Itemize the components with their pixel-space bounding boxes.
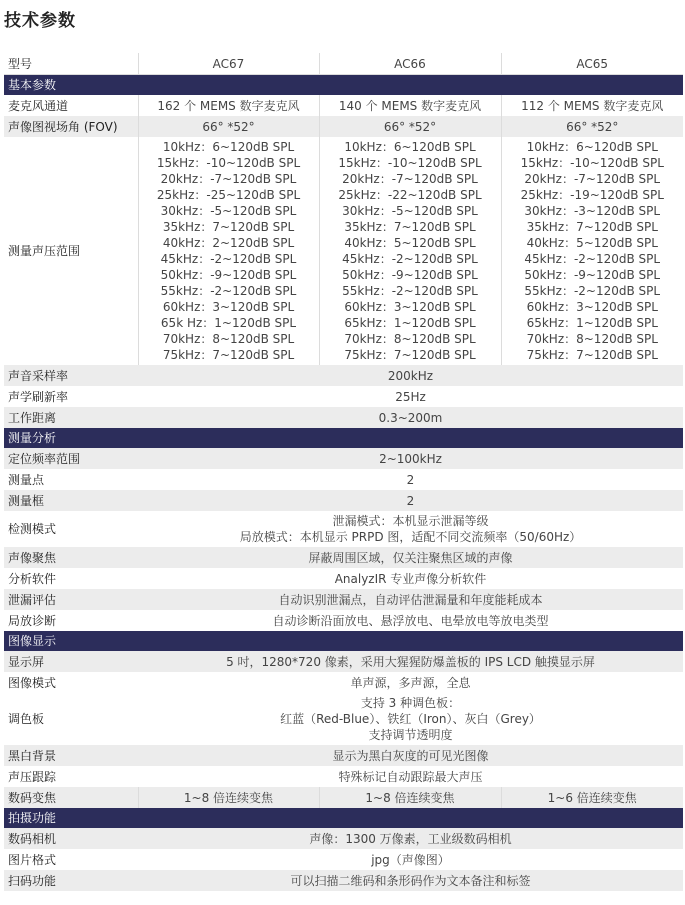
range-entry: 40kHz：5~120dB SPL [344,236,476,250]
range-entry: 10kHz：6~120dB SPL [344,140,476,154]
range-entry: 15kHz：-10~120dB SPL [520,156,664,170]
detect-mode-line-1: 泄漏模式：本机显示泄漏等级 [332,514,489,528]
cell-value: AnalyzIR 专业声像分析软件 [138,568,683,589]
row-label: 分析软件 [4,568,138,589]
range-entry: 15kHz：-10~120dB SPL [156,156,301,170]
row-detect-mode [4,511,683,547]
cell-value: 0.3~200m [138,407,683,428]
range-entry: 65kHz：1~120dB SPL [344,316,476,330]
range-entry: 55kHz：-2~120dB SPL [342,284,478,298]
cell-ac65: 112 个 MEMS 数字麦克风 [501,95,683,116]
cell-value: 特殊标记自动跟踪最大声压 [138,766,683,787]
range-entry: 60kHz：3~120dB SPL [344,300,476,314]
cell-value: jpg（声像图） [138,849,683,870]
row-screen [4,651,683,672]
row-palette [4,693,683,745]
row-label: 型号 [4,53,138,75]
row-pressure-range [4,137,683,365]
section-display [4,631,683,651]
row-sample-rate [4,365,683,386]
row-measure-boxes [4,490,683,511]
row-label: 声压跟踪 [4,766,138,787]
cell-ac65: 66° *52° [501,116,683,137]
row-camera [4,828,683,849]
section-title: 拍摄功能 [4,808,683,828]
cell-value: 自动诊断沿面放电、悬浮放电、电晕放电等放电类型 [138,610,683,631]
range-entry: 65kHz：1~120dB SPL [526,316,658,330]
row-tracking [4,766,683,787]
row-bw-background [4,745,683,766]
row-mic-channels [4,95,683,116]
row-label: 测量框 [4,490,138,511]
row-focus [4,547,683,568]
section-basic [4,75,683,96]
row-label: 泄漏评估 [4,589,138,610]
model-ac65: AC65 [501,53,683,75]
cell-value: 单声源，多声源，全息 [138,672,683,693]
palette-line-1: 支持 3 种调色板： [360,696,461,710]
cell-ac67: 66° *52° [138,116,319,137]
range-entry: 70kHz：8~120dB SPL [344,332,476,346]
range-entry: 50kHz：-9~120dB SPL [160,268,297,282]
row-label: 声像图视场角 (FOV) [4,116,138,137]
row-label: 测量声压范围 [4,137,138,365]
range-entry: 10kHz：6~120dB SPL [162,140,295,154]
model-ac66: AC66 [319,53,501,75]
row-label: 定位频率范围 [4,448,138,469]
model-header-row [4,53,683,75]
range-entry: 55kHz：-2~120dB SPL [160,284,297,298]
section-title: 测量分析 [4,428,683,448]
range-entry: 60kHz：3~120dB SPL [162,300,295,314]
row-label: 声音采样率 [4,365,138,386]
range-entry: 30kHz：-5~120dB SPL [342,204,478,218]
cell-value [138,693,683,745]
row-image-mode [4,672,683,693]
cell-ac66: 1~8 倍连续变焦 [319,787,501,808]
row-digital-zoom [4,787,683,808]
spec-table [4,53,683,891]
cell-value: 2 [138,490,683,511]
range-entry: 35kHz：7~120dB SPL [162,220,295,234]
section-measure [4,428,683,448]
row-image-format [4,849,683,870]
range-entry: 55kHz：-2~120dB SPL [524,284,661,298]
row-label: 声学刷新率 [4,386,138,407]
range-entry: 25kHz：-25~120dB SPL [156,188,301,202]
row-label: 扫码功能 [4,870,138,891]
row-software [4,568,683,589]
row-refresh-rate [4,386,683,407]
range-entry: 20kHz：-7~120dB SPL [524,172,661,186]
cell-value [138,511,683,547]
row-label: 调色板 [4,693,138,745]
palette-line-3: 支持调节透明度 [368,728,453,742]
page-title: 技术参数 [4,11,76,31]
range-entry: 45kHz：-2~120dB SPL [342,252,478,266]
range-entry: 40kHz：2~120dB SPL [162,236,295,250]
cell-ac67: 162 个 MEMS 数字麦克风 [138,95,319,116]
cell-value: 2 [138,469,683,490]
row-distance [4,407,683,428]
row-freq-range [4,448,683,469]
range-list-ac67 [138,137,319,365]
range-entry: 15kHz：-10~120dB SPL [338,156,482,170]
range-entry: 20kHz：-7~120dB SPL [342,172,478,186]
cell-value: 显示为黑白灰度的可见光图像 [138,745,683,766]
row-label: 检测模式 [4,511,138,547]
row-label: 显示屏 [4,651,138,672]
cell-value: 5 吋，1280*720 像素，采用大猩猩防爆盖板的 IPS LCD 触摸显示屏 [138,651,683,672]
range-entry: 25kHz：-22~120dB SPL [338,188,482,202]
detect-mode-line-2: 局放模式：本机显示 PRPD 图，适配不同交流频率（50/60Hz） [239,530,582,544]
section-title: 图像显示 [4,631,683,651]
range-entry: 30kHz：-3~120dB SPL [524,204,661,218]
range-entry: 40kHz：5~120dB SPL [526,236,658,250]
row-pd-diag [4,610,683,631]
row-label: 图片格式 [4,849,138,870]
range-entry: 75kHz：7~120dB SPL [526,348,658,362]
row-label: 麦克风通道 [4,95,138,116]
cell-value: 屏蔽周围区域，仅关注聚焦区域的声像 [138,547,683,568]
range-list-ac65 [501,137,683,365]
row-label: 黑白背景 [4,745,138,766]
cell-ac65: 1~6 倍连续变焦 [501,787,683,808]
model-ac67: AC67 [138,53,319,75]
row-label: 数码变焦 [4,787,138,808]
cell-ac67: 1~8 倍连续变焦 [138,787,319,808]
row-label: 工作距离 [4,407,138,428]
cell-value: 25Hz [138,386,683,407]
cell-value: 声像：1300 万像素，工业级数码相机 [138,828,683,849]
range-entry: 75kHz：7~120dB SPL [344,348,476,362]
row-label: 声像聚焦 [4,547,138,568]
range-entry: 45kHz：-2~120dB SPL [524,252,661,266]
cell-value: 可以扫描二维码和条形码作为文本备注和标签 [138,870,683,891]
row-label: 图像模式 [4,672,138,693]
range-entry: 25kHz：-19~120dB SPL [520,188,664,202]
range-entry: 35kHz：7~120dB SPL [344,220,476,234]
row-scan [4,870,683,891]
range-entry: 70kHz：8~120dB SPL [162,332,295,346]
row-label: 局放诊断 [4,610,138,631]
range-entry: 75kHz：7~120dB SPL [162,348,295,362]
cell-value: 自动识别泄漏点，自动评估泄漏量和年度能耗成本 [138,589,683,610]
range-entry: 10kHz：6~120dB SPL [526,140,658,154]
cell-value: 2~100kHz [138,448,683,469]
range-entry: 30kHz：-5~120dB SPL [160,204,297,218]
row-measure-points [4,469,683,490]
range-entry: 50kHz：-9~120dB SPL [342,268,478,282]
row-leak-eval [4,589,683,610]
range-entry: 45kHz：-2~120dB SPL [160,252,297,266]
section-title: 基本参数 [4,75,683,96]
cell-ac66: 66° *52° [319,116,501,137]
range-entry: 65k Hz：1~120dB SPL [160,316,297,330]
range-entry: 60kHz：3~120dB SPL [526,300,658,314]
cell-value: 200kHz [138,365,683,386]
range-entry: 20kHz：-7~120dB SPL [160,172,297,186]
cell-ac66: 140 个 MEMS 数字麦克风 [319,95,501,116]
row-fov [4,116,683,137]
range-entry: 35kHz：7~120dB SPL [526,220,658,234]
range-list-ac66 [319,137,501,365]
section-capture [4,808,683,828]
range-entry: 70kHz：8~120dB SPL [526,332,658,346]
row-label: 数码相机 [4,828,138,849]
row-label: 测量点 [4,469,138,490]
range-entry: 50kHz：-9~120dB SPL [524,268,661,282]
palette-line-2: 红蓝（Red-Blue）、铁红（Iron）、灰白（Grey） [280,712,541,726]
